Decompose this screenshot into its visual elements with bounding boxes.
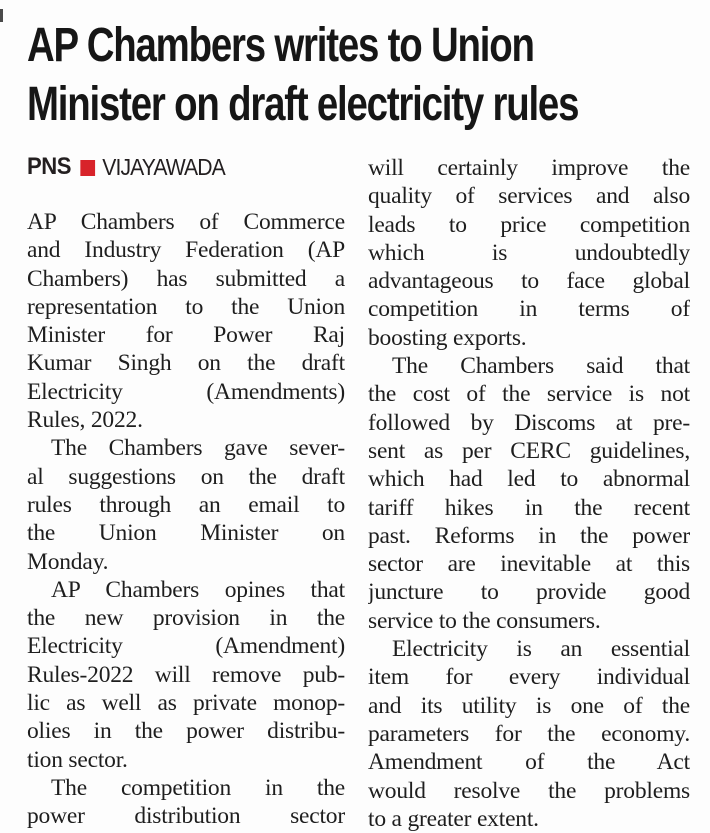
article-line: al suggestions on the draft bbox=[27, 463, 345, 490]
article-line: sector are inevitable at this bbox=[368, 551, 690, 578]
article-paragraph bbox=[368, 635, 690, 833]
article-line: power distribution sector bbox=[27, 803, 345, 830]
article-line: Chambers) has submitted a bbox=[27, 265, 345, 292]
article-line: to a greater extent. bbox=[368, 805, 539, 832]
article-line: The competition in the bbox=[51, 774, 345, 801]
article-line: past. Reforms in the power bbox=[368, 522, 690, 549]
article-line: and its utility is one of the bbox=[368, 692, 690, 719]
article-paragraph bbox=[27, 208, 345, 434]
article-line: Electricity (Amendments) bbox=[27, 378, 345, 405]
article-line: which had led to abnormal bbox=[368, 466, 690, 493]
article-paragraph bbox=[368, 352, 690, 635]
article-line: the new provision in the bbox=[27, 605, 345, 632]
article-line: followed by Discoms at pre- bbox=[368, 409, 690, 436]
article-line: rules through an email to bbox=[27, 491, 345, 518]
article-line: juncture to provide good bbox=[368, 579, 690, 606]
column-right-text bbox=[368, 154, 690, 833]
article-line: the cost of the service is not bbox=[368, 381, 690, 408]
headline-line-2: Minister on draft electricity rules bbox=[27, 78, 579, 131]
article-line: which is undoubtedly bbox=[368, 239, 690, 266]
article-line: Rules, 2022. bbox=[27, 407, 143, 434]
article-line: sent as per CERC guidelines, bbox=[368, 437, 690, 464]
byline-location-label: VIJAYAWADA bbox=[102, 153, 225, 180]
article-line: Monday. bbox=[27, 548, 109, 575]
article-columns bbox=[27, 154, 690, 833]
column-left-text bbox=[27, 208, 345, 831]
column-right bbox=[368, 154, 690, 833]
article-line: leads to price competition bbox=[368, 211, 690, 238]
article-line: The Chambers gave sever- bbox=[51, 435, 345, 462]
article-line: service to the consumers. bbox=[368, 607, 601, 634]
article-line: Amendment of the Act bbox=[368, 749, 690, 776]
article-paragraph bbox=[27, 576, 345, 774]
article-line: Electricity is an essential bbox=[392, 636, 690, 663]
article-line: The Chambers said that bbox=[392, 353, 690, 380]
article-line: Rules-2022 will remove pub- bbox=[27, 661, 345, 688]
article-headline bbox=[0, 0, 710, 134]
headline-line-1: AP Chambers writes to Union bbox=[27, 19, 534, 72]
article-line: Minister for Power Raj bbox=[27, 322, 345, 349]
article-line: olies in the power distribu- bbox=[27, 718, 345, 745]
article-line: tion sector. bbox=[27, 746, 128, 773]
article-line: would resolve the problems bbox=[368, 777, 690, 804]
article-paragraph bbox=[27, 774, 345, 831]
article-line: advantageous to face global bbox=[368, 268, 690, 295]
article-line: AP Chambers of Commerce bbox=[27, 209, 345, 235]
article-line: the Union Minister on bbox=[27, 520, 345, 547]
article-line: representation to the Union bbox=[27, 293, 345, 320]
article-line: quality of services and also bbox=[368, 183, 690, 210]
byline bbox=[27, 154, 320, 180]
article-line: lic as well as private monop- bbox=[27, 690, 345, 717]
article-line: boosting exports. bbox=[368, 324, 527, 351]
article-line: will certainly improve the bbox=[368, 155, 690, 181]
red-square-icon bbox=[80, 160, 95, 176]
article-paragraph bbox=[368, 154, 690, 352]
article-line: and Industry Federation (AP bbox=[27, 237, 345, 264]
page-edge-artifact bbox=[0, 9, 3, 22]
article-line: Electricity (Amendment) bbox=[27, 633, 345, 660]
article-line: item for every individual bbox=[368, 664, 690, 691]
article-line: tariff hikes in the recent bbox=[368, 494, 690, 521]
byline-agency-label: PNS bbox=[27, 153, 72, 180]
article-line: AP Chambers opines that bbox=[51, 576, 345, 603]
article-line: competition in terms of bbox=[368, 296, 690, 323]
article-line: Kumar Singh on the draft bbox=[27, 350, 345, 377]
column-left bbox=[27, 154, 345, 831]
article-paragraph bbox=[27, 434, 345, 575]
article-line: parameters for the economy. bbox=[368, 720, 690, 747]
